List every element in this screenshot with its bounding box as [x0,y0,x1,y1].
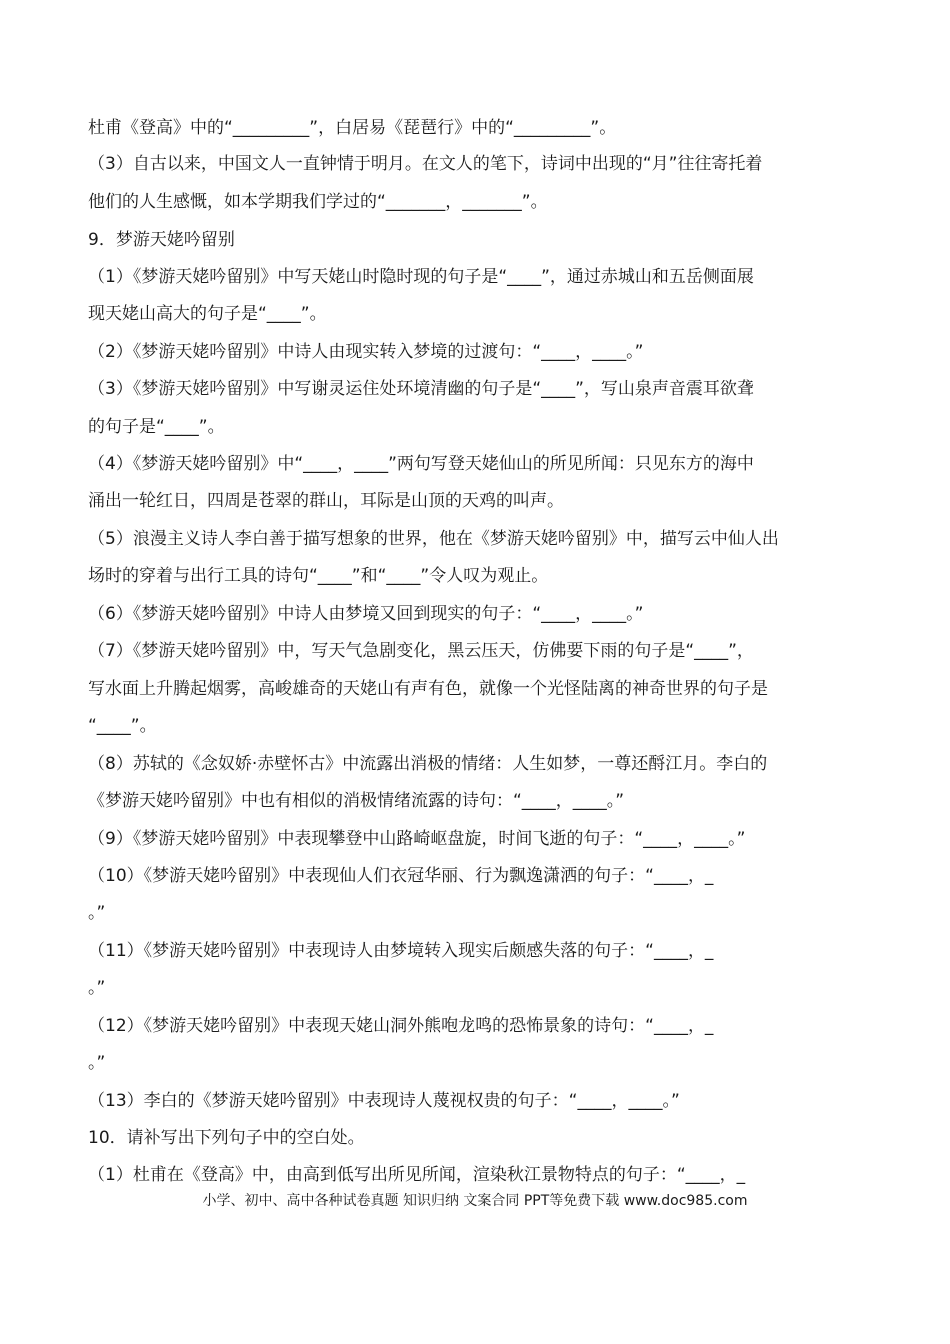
text-line: （7）《梦游天姥吟留别》中，写天气急剧变化，黑云压天，仿佛要下雨的句子是“____”， [88,641,754,661]
text-line: “____”。 [88,716,157,736]
text-line: （3）自古以来，中国文人一直钟情于明月。在文人的笔下，诗词中出现的“月”往往寄托着 [88,154,763,174]
text-line: （11）《梦游天姥吟留别》中表现诗人由梦境转入现实后颇感失落的句子：“____，_ [88,941,714,961]
text-line: （3）《梦游天姥吟留别》中写谢灵运住处环境清幽的句子是“____”，写山泉声音震耳欲聋 [88,379,754,399]
text-line: 写水面上升腾起烟雾，高峻雄奇的天姥山有声有色，就像一个光怪陆离的神奇世界的句子是 [88,679,768,699]
text-line: （8）苏轼的《念奴娇·赤壁怀古》中流露出消极的情绪：人生如梦，一尊还酹江月。李白的 [88,754,768,774]
page-footer: 小学、初中、高中各种试卷真题 知识归纳 文案合同 PPT等免费下载 www.doc985.com [202,1193,748,1209]
text-line: （13）李白的《梦游天姥吟留别》中表现诗人蔑视权贵的句子：“____，____。” [88,1091,680,1111]
text-line: 杜甫《登高》中的“_________”，白居易《琵琶行》中的“_________”。 [88,118,617,138]
text-line: 《梦游天姥吟留别》中也有相似的消极情绪流露的诗句：“____，____。” [88,791,625,811]
text-line: （5）浪漫主义诗人李白善于描写想象的世界，他在《梦游天姥吟留别》中，描写云中仙人出 [88,529,779,549]
text-line: 。” [88,1053,106,1073]
text-line: （2）《梦游天姥吟留别》中诗人由现实转入梦境的过渡句：“____，____。” [88,342,644,362]
text-line: 的句子是“____”。 [88,417,225,437]
text-line: （4）《梦游天姥吟留别》中“____，____”两句写登天姥仙山的所见所闻：只见东方的海中 [88,454,754,474]
text-line: （9）《梦游天姥吟留别》中表现攀登中山路崎岖盘旋，时间飞逝的句子：“____，____。” [88,829,746,849]
section-heading: 10．请补写出下列句子中的空白处。 [88,1128,365,1148]
text-line: （1）杜甫在《登高》中，由高到低写出所见所闻，渲染秋江景物特点的句子：“____，_ [88,1165,746,1185]
text-line: 现天姥山高大的句子是“____”。 [88,304,327,324]
section-heading: 9．梦游天姥吟留别 [88,230,235,250]
text-line: 涌出一轮红日，四周是苍翠的群山，耳际是山顶的天鸡的叫声。 [88,491,564,511]
text-line: （10）《梦游天姥吟留别》中表现仙人们衣冠华丽、行为飘逸潇洒的句子：“____，_ [88,866,714,886]
text-line: （1）《梦游天姥吟留别》中写天姥山时隐时现的句子是“____”，通过赤城山和五岳侧面展 [88,267,754,287]
text-line: （6）《梦游天姥吟留别》中诗人由梦境又回到现实的句子：“____，____。” [88,604,644,624]
text-line: （12）《梦游天姥吟留别》中表现天姥山洞外熊咆龙鸣的恐怖景象的诗句：“____，_ [88,1016,714,1036]
text-line: 。” [88,978,106,998]
text-line: 。” [88,903,106,923]
text-line: 他们的人生感慨，如本学期我们学过的“_______，_______”。 [88,192,548,212]
text-line: 场时的穿着与出行工具的诗句“____”和“____”令人叹为观止。 [88,566,549,586]
